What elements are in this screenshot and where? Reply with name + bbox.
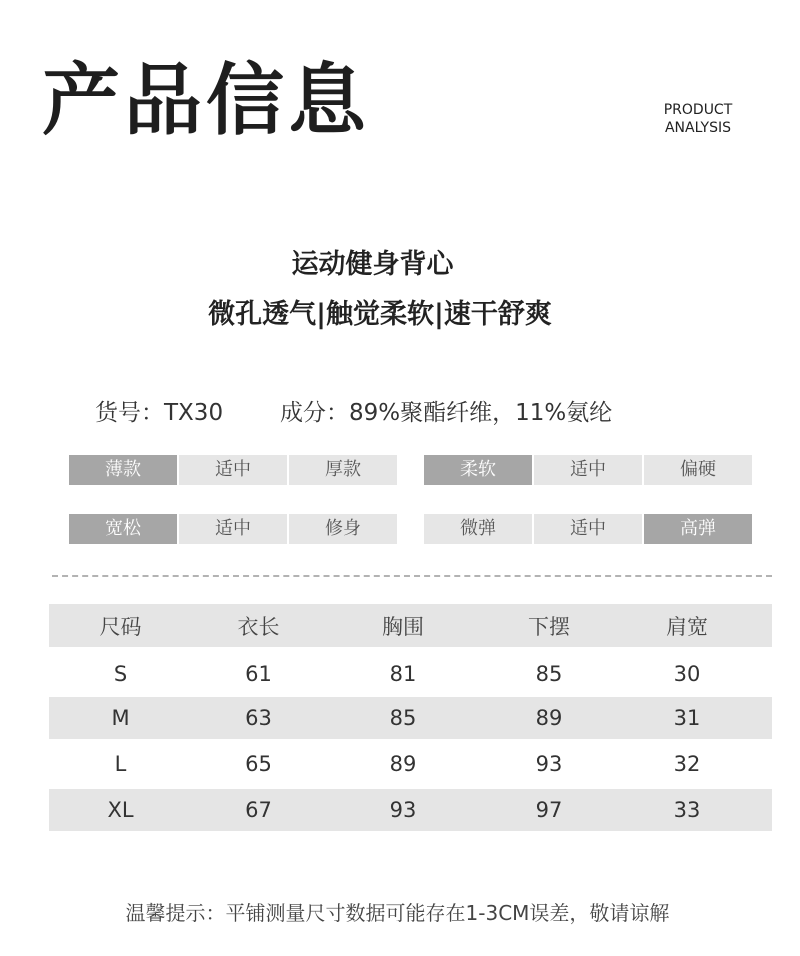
sku-text: 货号：TX30 bbox=[95, 400, 224, 426]
elasticity-option: 适中 bbox=[534, 514, 642, 544]
table-cell: 31 bbox=[673, 706, 701, 730]
elasticity-scale bbox=[424, 514, 752, 544]
table-row bbox=[49, 789, 772, 831]
composition-text: 成分：89%聚酯纤维，11%氨纶 bbox=[280, 400, 613, 426]
softness-option: 偏硬 bbox=[644, 455, 752, 485]
table-cell: 30 bbox=[673, 662, 701, 686]
softness-option: 适中 bbox=[534, 455, 642, 485]
table-cell: 93 bbox=[535, 752, 563, 776]
header-cell-size: 尺码 bbox=[99, 614, 142, 639]
header-cell-hem: 下摆 bbox=[528, 614, 570, 639]
fit-scale bbox=[69, 514, 397, 544]
table-cell: 61 bbox=[245, 662, 272, 686]
table-row bbox=[49, 651, 772, 697]
table-cell: M bbox=[111, 706, 130, 730]
table-cell: 81 bbox=[389, 662, 417, 686]
fit-option: 修身 bbox=[289, 514, 397, 544]
thickness-scale bbox=[69, 455, 397, 485]
table-cell: 33 bbox=[673, 798, 701, 822]
table-row bbox=[49, 697, 772, 739]
table-cell: 32 bbox=[673, 752, 701, 776]
table-cell: 89 bbox=[389, 752, 417, 776]
fit-option: 宽松 bbox=[69, 514, 177, 544]
product-features: 微孔透气|触觉柔软|速干舒爽 bbox=[208, 299, 552, 330]
thickness-option: 厚款 bbox=[289, 455, 397, 485]
product-name: 运动健身背心 bbox=[291, 249, 454, 280]
elasticity-option: 高弹 bbox=[644, 514, 752, 544]
table-cell: 97 bbox=[535, 798, 563, 822]
header-cell-shoulder: 肩宽 bbox=[666, 614, 708, 639]
size-table bbox=[49, 604, 772, 831]
header-cell-length: 衣长 bbox=[237, 614, 280, 639]
section-label bbox=[660, 101, 736, 137]
elasticity-option: 微弹 bbox=[424, 514, 532, 544]
page-title: 产品信息 bbox=[42, 56, 371, 146]
softness-option: 柔软 bbox=[424, 455, 532, 485]
header-cell-chest: 胸围 bbox=[382, 614, 424, 639]
measurement-note: 温馨提示：平铺测量尺寸数据可能存在1-3CM误差，敬请谅解 bbox=[125, 901, 670, 925]
table-cell: XL bbox=[107, 798, 134, 822]
thickness-option: 适中 bbox=[179, 455, 287, 485]
fit-option: 适中 bbox=[179, 514, 287, 544]
table-cell: 85 bbox=[535, 662, 563, 686]
table-cell: L bbox=[114, 752, 127, 776]
section-label-line2: ANALYSIS bbox=[664, 120, 732, 136]
table-cell: 89 bbox=[535, 706, 563, 730]
table-cell: 93 bbox=[389, 798, 417, 822]
table-row bbox=[49, 739, 772, 789]
softness-scale bbox=[424, 455, 752, 485]
table-cell: 65 bbox=[245, 752, 272, 776]
table-header-row bbox=[49, 604, 772, 647]
thickness-option: 薄款 bbox=[69, 455, 177, 485]
table-cell: 63 bbox=[245, 706, 272, 730]
table-cell: 67 bbox=[245, 798, 272, 822]
table-cell: 85 bbox=[389, 706, 417, 730]
section-label-line1: PRODUCT bbox=[663, 102, 733, 118]
dashed-divider bbox=[52, 575, 772, 577]
table-cell: S bbox=[113, 662, 128, 686]
